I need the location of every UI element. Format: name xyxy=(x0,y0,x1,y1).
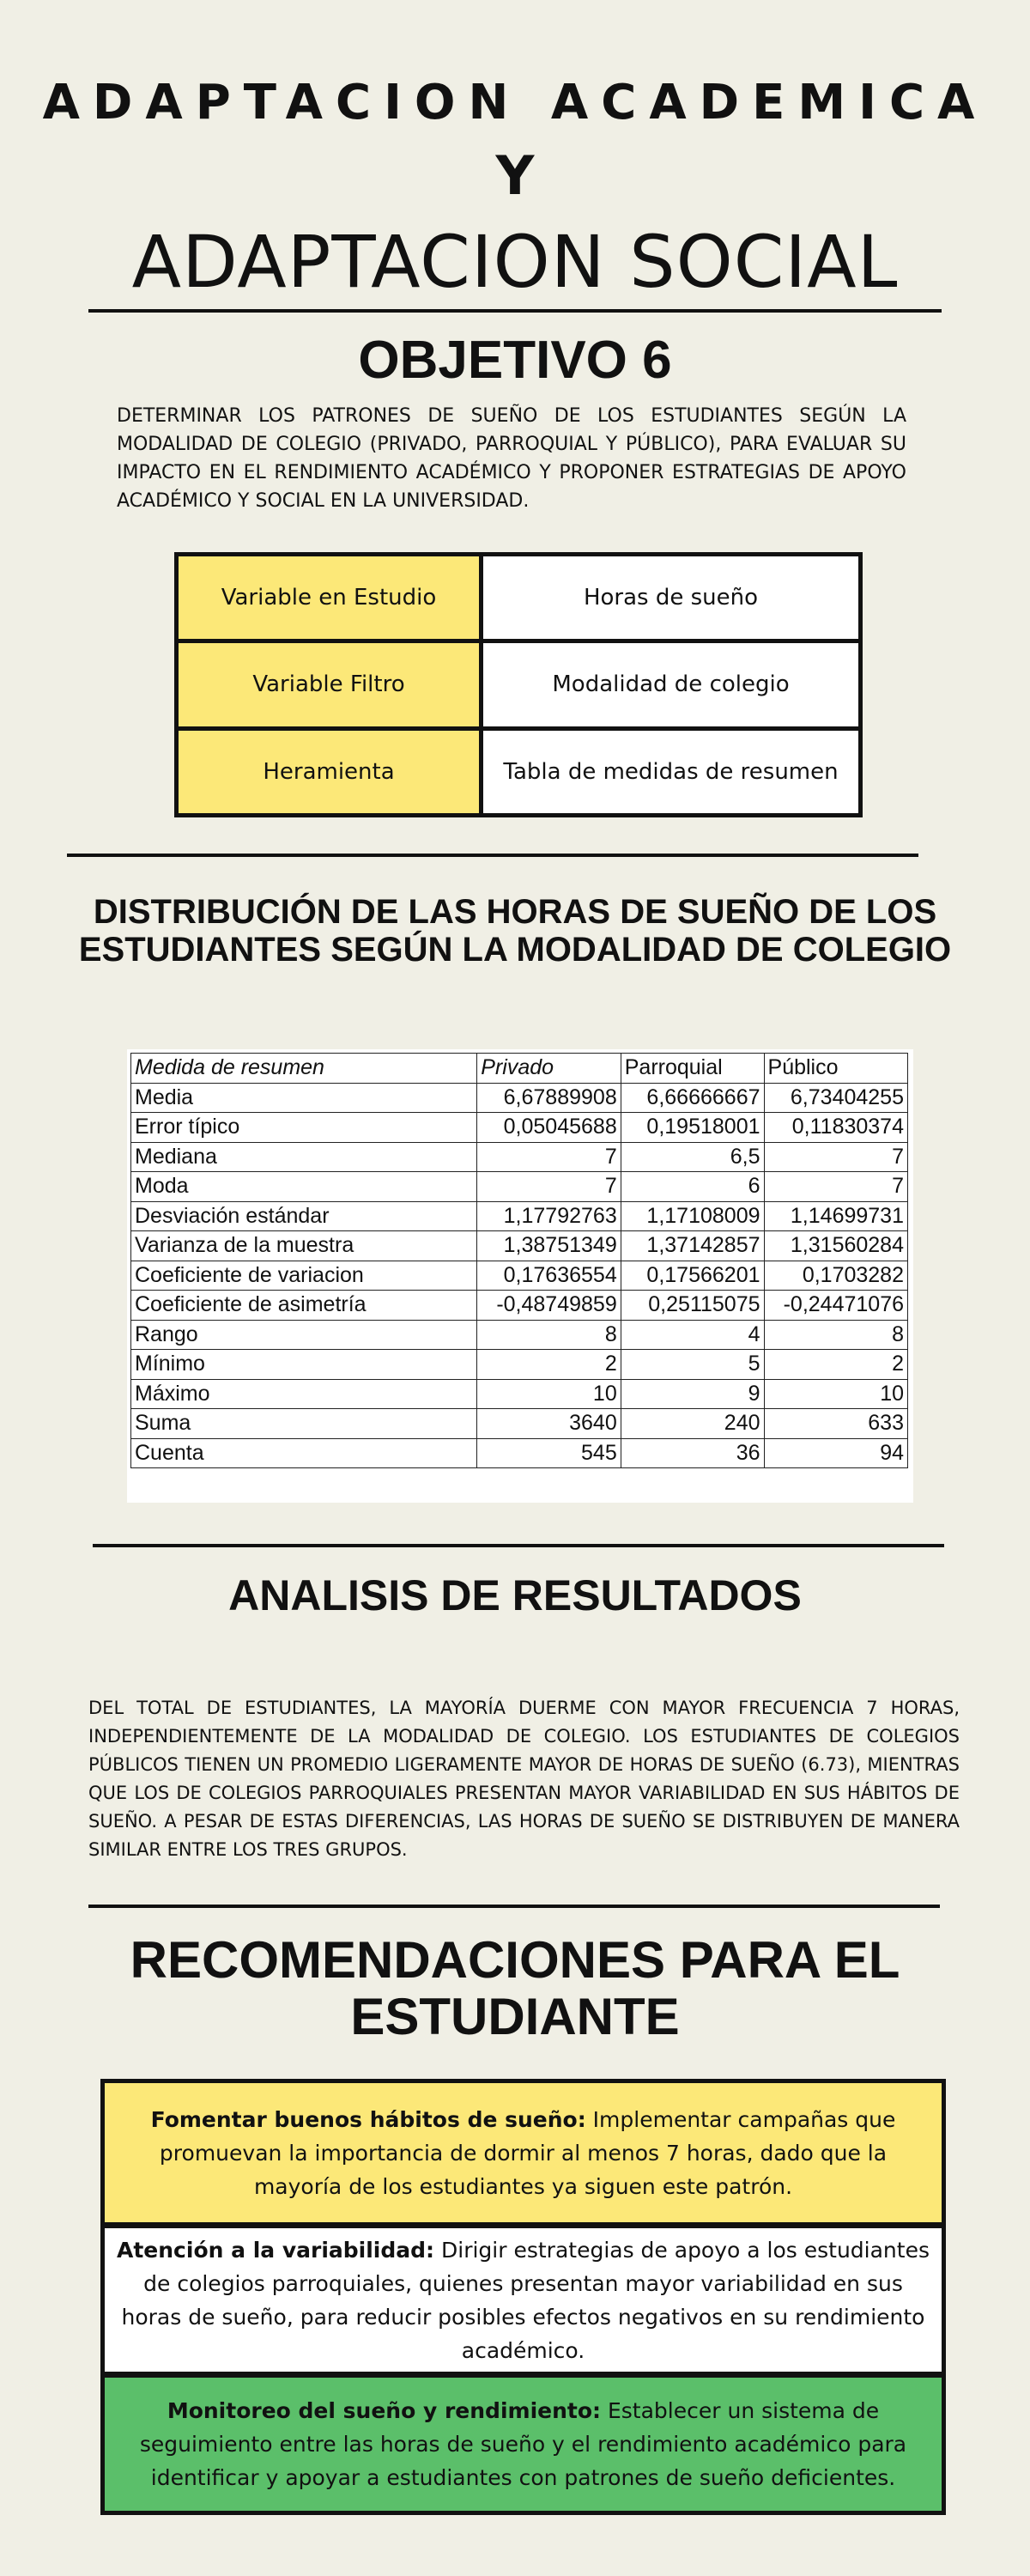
stats-value-cell: -0,24471076 xyxy=(764,1291,907,1321)
stats-measure-label: Moda xyxy=(131,1172,477,1202)
stats-measure-label: Coeficiente de variacion xyxy=(131,1261,477,1291)
stats-value-cell: 36 xyxy=(621,1438,764,1468)
stats-row xyxy=(131,1438,908,1468)
variable-value: Horas de sueño xyxy=(482,555,861,641)
recommendation-text: Implementar campañas que promuevan la importancia de dormir al menos 7 horas, dado que la mayoría de los estudiantes ya siguen este patrón. xyxy=(159,2106,896,2199)
stats-value-cell: 6,67889908 xyxy=(477,1083,621,1113)
stats-measure-label: Máximo xyxy=(131,1379,477,1409)
stats-row xyxy=(131,1320,908,1350)
stats-value-cell: 10 xyxy=(764,1379,907,1409)
stats-header-row xyxy=(131,1054,908,1084)
distribution-heading: DISTRIBUCIÓN DE LAS HORAS DE SUEÑO DE LOS ESTUDIANTES SEGÚN LA MODALIDAD DE COLEGIO xyxy=(78,893,952,969)
stats-measure-label: Rango xyxy=(131,1320,477,1350)
stats-value-cell: 1,31560284 xyxy=(764,1231,907,1261)
stats-value-cell: 3640 xyxy=(477,1409,621,1439)
analysis-text: DEL TOTAL DE ESTUDIANTES, LA MAYORÍA DUERME CON MAYOR FRECUENCIA 7 HORAS, INDEPENDIENTEMENTE DE LA MODALIDAD DE COLEGIO. LOS ESTUDIANTES DE COLEGIOS PÚBLICOS TIENEN UN PROMEDIO LIGERAMENTE MAYOR DE HORAS DE SUEÑO (6.73), MIENTRAS QUE LOS DE COLEGIOS PARROQUIALES PRESENTAN MAYOR VARIABILIDAD EN SUS HÁBITOS DE SUEÑO. A PESAR DE ESTAS DIFERENCIAS, LAS HORAS DE SUEÑO SE DISTRIBUYEN DE MANERA SIMILAR ENTRE LOS TRES GRUPOS. xyxy=(88,1698,960,1860)
stats-value-cell: 240 xyxy=(621,1409,764,1439)
recommendation-content xyxy=(117,2394,930,2494)
stats-row xyxy=(131,1113,908,1143)
stats-measure-label: Coeficiente de asimetría xyxy=(131,1291,477,1321)
title-connector: Y xyxy=(495,144,535,207)
stats-value-cell: 1,17108009 xyxy=(621,1201,764,1231)
stats-row xyxy=(131,1231,908,1261)
variables-row xyxy=(177,555,861,641)
stats-value-cell: 0,17566201 xyxy=(621,1261,764,1291)
stats-value-cell: 633 xyxy=(764,1409,907,1439)
stats-value-cell: 8 xyxy=(764,1320,907,1350)
recommendation-card xyxy=(100,2373,946,2515)
recommendations-heading: RECOMENDACIONES PARA EL ESTUDIANTE xyxy=(130,1931,900,2045)
recommendation-content xyxy=(117,2103,930,2203)
stats-header-cell: Público xyxy=(764,1054,907,1084)
stats-value-cell: 1,14699731 xyxy=(764,1201,907,1231)
stats-header-cell: Privado xyxy=(477,1054,621,1084)
variables-table xyxy=(174,552,863,817)
stats-value-cell: 2 xyxy=(477,1350,621,1380)
stats-value-cell: 0,25115075 xyxy=(621,1291,764,1321)
stats-value-cell: 0,11830374 xyxy=(764,1113,907,1143)
stats-value-cell: 4 xyxy=(621,1320,764,1350)
stats-row xyxy=(131,1291,908,1321)
recommendation-card xyxy=(100,2079,946,2227)
objective-heading: OBJETIVO 6 xyxy=(358,331,672,390)
recommendation-content xyxy=(117,2233,930,2367)
stats-row xyxy=(131,1261,908,1291)
variable-key: Variable Filtro xyxy=(177,641,482,728)
stats-measure-label: Varianza de la muestra xyxy=(131,1231,477,1261)
stats-measure-label: Error típico xyxy=(131,1113,477,1143)
stats-value-cell: 2 xyxy=(764,1350,907,1380)
variable-key: Variable en Estudio xyxy=(177,555,482,641)
stats-value-cell: 7 xyxy=(477,1172,621,1202)
stats-measure-label: Suma xyxy=(131,1409,477,1439)
stats-row xyxy=(131,1350,908,1380)
stats-measure-label: Cuenta xyxy=(131,1438,477,1468)
stats-value-cell: 1,17792763 xyxy=(477,1201,621,1231)
stats-value-cell: 1,37142857 xyxy=(621,1231,764,1261)
variables-row xyxy=(177,728,861,815)
stats-value-cell: 0,19518001 xyxy=(621,1113,764,1143)
stats-header-cell: Medida de resumen xyxy=(131,1054,477,1084)
divider xyxy=(88,1905,940,1908)
divider xyxy=(67,854,918,857)
stats-value-cell: 6,66666667 xyxy=(621,1083,764,1113)
stats-value-cell: -0,48749859 xyxy=(477,1291,621,1321)
stats-row xyxy=(131,1409,908,1439)
stats-value-cell: 9 xyxy=(621,1379,764,1409)
stats-value-cell: 6 xyxy=(621,1172,764,1202)
recommendation-title: Atención a la variabilidad: xyxy=(117,2237,435,2263)
stats-value-cell: 7 xyxy=(477,1142,621,1172)
variable-value: Modalidad de colegio xyxy=(482,641,861,728)
stats-value-cell: 6,5 xyxy=(621,1142,764,1172)
variable-key: Heramienta xyxy=(177,728,482,815)
recommendation-text: Establecer un sistema de seguimiento entre las horas de sueño y el rendimiento académico para identificar y apoyar a estudiantes con patrones de sueño deficientes. xyxy=(139,2398,907,2490)
stats-value-cell: 0,05045688 xyxy=(477,1113,621,1143)
stats-value-cell: 6,73404255 xyxy=(764,1083,907,1113)
variable-value: Tabla de medidas de resumen xyxy=(482,728,861,815)
title-line-2: ADAPTACION SOCIAL xyxy=(131,220,899,304)
stats-row xyxy=(131,1379,908,1409)
recommendation-title: Fomentar buenos hábitos de sueño: xyxy=(150,2106,586,2132)
stats-value-cell: 0,17636554 xyxy=(477,1261,621,1291)
stats-measure-label: Mediana xyxy=(131,1142,477,1172)
stats-measure-label: Desviación estándar xyxy=(131,1201,477,1231)
objective-description: DETERMINAR LOS PATRONES DE SUEÑO DE LOS ESTUDIANTES SEGÚN LA MODALIDAD DE COLEGIO (PRIVADO, PARROQUIAL Y PÚBLICO), PARA EVALUAR SU IMPACTO EN EL RENDIMIENTO ACADÉMICO Y PROPONER ESTRATEGIAS DE APOYO ACADÉMICO Y SOCIAL EN LA UNIVERSIDAD. xyxy=(117,405,906,512)
stats-value-cell: 7 xyxy=(764,1142,907,1172)
divider xyxy=(88,309,942,313)
stats-row xyxy=(131,1142,908,1172)
stats-row xyxy=(131,1201,908,1231)
variables-row xyxy=(177,641,861,728)
stats-value-cell: 5 xyxy=(621,1350,764,1380)
stats-row xyxy=(131,1083,908,1113)
stats-value-cell: 8 xyxy=(477,1320,621,1350)
stats-measure-label: Media xyxy=(131,1083,477,1113)
stats-value-cell: 1,38751349 xyxy=(477,1231,621,1261)
recommendation-title: Monitoreo del sueño y rendimiento: xyxy=(167,2398,602,2423)
stats-value-cell: 94 xyxy=(764,1438,907,1468)
stats-header-cell: Parroquial xyxy=(621,1054,764,1084)
stats-value-cell: 545 xyxy=(477,1438,621,1468)
title-line-1: ADAPTACION ACADEMICA xyxy=(42,75,988,131)
recommendation-card xyxy=(100,2224,946,2376)
stats-table-container xyxy=(127,1049,913,1503)
stats-row xyxy=(131,1172,908,1202)
analysis-heading: ANALISIS DE RESULTADOS xyxy=(228,1571,802,1619)
stats-value-cell: 7 xyxy=(764,1172,907,1202)
stats-measure-label: Mínimo xyxy=(131,1350,477,1380)
stats-value-cell: 10 xyxy=(477,1379,621,1409)
divider xyxy=(93,1544,944,1547)
stats-table xyxy=(130,1053,908,1468)
recommendation-text: Dirigir estrategias de apoyo a los estudiantes de colegios parroquiales, quienes presentan mayor variabilidad en sus horas de sueño, para reducir posibles efectos negativos en su rendimiento académico. xyxy=(121,2237,930,2363)
stats-value-cell: 0,1703282 xyxy=(764,1261,907,1291)
